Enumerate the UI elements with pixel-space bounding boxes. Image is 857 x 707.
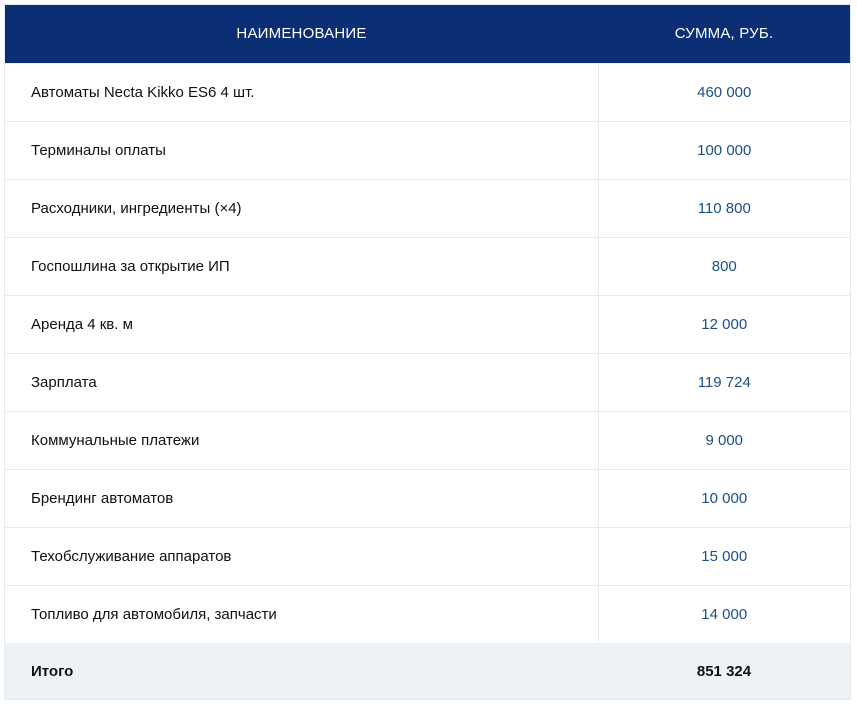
row-name: Госпошлина за открытие ИП — [5, 237, 598, 295]
row-name: Зарплата — [5, 353, 598, 411]
table-row — [5, 585, 850, 643]
table-body — [5, 63, 850, 699]
total-label: Итого — [31, 662, 74, 680]
table-row — [5, 469, 850, 527]
table-row — [5, 121, 850, 179]
row-sum: 100 000 — [598, 121, 850, 179]
table-row — [5, 295, 850, 353]
row-name: Топливо для автомобиля, запчасти — [5, 585, 598, 643]
table-row — [5, 353, 850, 411]
table-row — [5, 527, 850, 585]
row-name: Коммунальные платежи — [5, 411, 598, 469]
total-sum: 851 324 — [696, 662, 752, 680]
cost-table — [4, 4, 851, 700]
total-row — [5, 643, 850, 699]
row-sum: 110 800 — [598, 179, 850, 237]
row-sum: 12 000 — [598, 295, 850, 353]
table-row — [5, 237, 850, 295]
row-sum: 14 000 — [598, 585, 850, 643]
row-sum: 460 000 — [598, 63, 850, 121]
row-sum: 15 000 — [598, 527, 850, 585]
row-name: Техобслуживание аппаратов — [5, 527, 598, 585]
row-sum: 10 000 — [598, 469, 850, 527]
column-header-sum: СУММА, РУБ. — [674, 25, 774, 43]
table-row — [5, 63, 850, 121]
row-name: Терминалы оплаты — [5, 121, 598, 179]
row-sum: 800 — [598, 237, 850, 295]
row-name: Брендинг автоматов — [5, 469, 598, 527]
row-sum: 9 000 — [598, 411, 850, 469]
cost-table-grid — [5, 5, 850, 699]
row-sum: 119 724 — [598, 353, 850, 411]
column-header-name: НАИМЕНОВАНИЕ — [236, 25, 367, 43]
row-name: Расходники, ингредиенты (×4) — [5, 179, 598, 237]
table-row — [5, 179, 850, 237]
header-row — [5, 5, 850, 63]
row-name: Аренда 4 кв. м — [5, 295, 598, 353]
row-name: Автоматы Necta Kikko ES6 4 шт. — [5, 63, 598, 121]
table-row — [5, 411, 850, 469]
table-header — [5, 5, 850, 63]
